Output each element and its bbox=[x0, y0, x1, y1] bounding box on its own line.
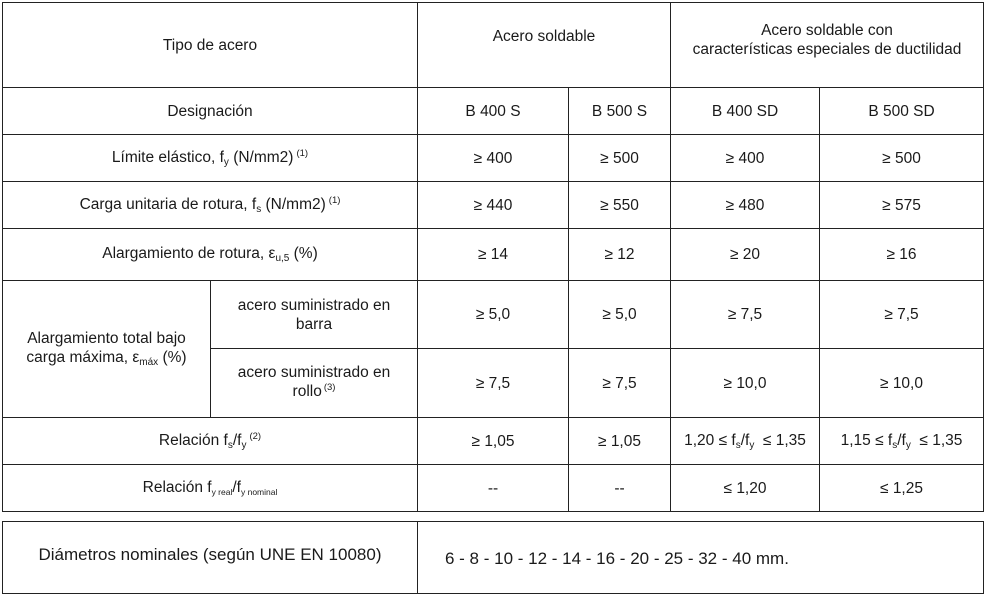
rollo-value: ≥ 7,5 bbox=[602, 374, 637, 392]
rollo-label-cell bbox=[211, 349, 417, 417]
barra-b400sd bbox=[671, 281, 819, 348]
diametros-label-cell bbox=[3, 522, 417, 586]
alargamiento-rotura-b400sd bbox=[671, 229, 819, 280]
header-soldable-label: Acero soldable bbox=[492, 27, 596, 45]
barra-b500s bbox=[569, 281, 670, 348]
designacion-b400sd-text: B 400 SD bbox=[711, 102, 779, 120]
designacion-b500sd-text: B 500 SD bbox=[868, 102, 935, 120]
header-tipo-de-acero bbox=[3, 3, 417, 87]
barra-line2: barra bbox=[295, 315, 333, 333]
alargamiento-rotura-value: ≥ 16 bbox=[886, 246, 917, 263]
designacion-b500s-text: B 500 S bbox=[591, 102, 648, 120]
foot-border-bottom bbox=[2, 593, 984, 594]
table-border-bottom bbox=[2, 511, 984, 512]
carga-label-cell bbox=[3, 182, 417, 228]
barra-label-cell bbox=[211, 281, 417, 348]
relacion-real-value: -- bbox=[487, 479, 499, 497]
carga-b400s bbox=[418, 182, 568, 228]
relacion-fs-fy-range: 1,15 ≤ fs/fy ≤ 1,35 bbox=[840, 431, 963, 451]
carga-label: Carga unitaria de rotura, fs (N/mm2) $^{(1)}$ bbox=[79, 194, 341, 215]
relacion-real-label: Relación fy real/fy nominal bbox=[142, 478, 278, 497]
limite-value: ≥ 500 bbox=[600, 149, 639, 167]
alargamiento-rotura-value: ≥ 12 bbox=[604, 246, 635, 263]
relacion-real-b500sd bbox=[820, 465, 983, 511]
relacion-fs-fy-b400sd bbox=[671, 418, 819, 464]
header-ductil-line2: características especiales de ductilidad bbox=[692, 41, 962, 58]
barra-b500sd bbox=[820, 281, 983, 348]
relacion-fs-fy-b500s bbox=[569, 418, 670, 464]
relacion-fs-fy-label-cell bbox=[3, 418, 417, 464]
alargamiento-rotura-label: Alargamiento de rotura, εu,5 (%) bbox=[102, 245, 318, 264]
designacion-b400s bbox=[418, 88, 568, 134]
alargamiento-rotura-value: ≥ 14 bbox=[477, 246, 509, 263]
relacion-fs-fy-range: 1,20 ≤ fs/fy ≤ 1,35 bbox=[684, 431, 806, 451]
carga-value: ≥ 550 bbox=[600, 196, 639, 214]
diametros-value-cell bbox=[418, 526, 983, 590]
footnote-ref: (3) bbox=[323, 382, 336, 393]
rollo-line1: acero suministrado en bbox=[237, 364, 391, 381]
barra-value: ≥ 7,5 bbox=[884, 306, 919, 323]
designacion-label-cell bbox=[3, 88, 417, 134]
relacion-real-b400s bbox=[418, 465, 568, 511]
alargamiento-total-label-cell bbox=[3, 281, 210, 417]
limite-b400s bbox=[418, 135, 568, 181]
limite-b500sd bbox=[820, 135, 983, 181]
designacion-label: Designación bbox=[167, 102, 253, 120]
designacion-b500s bbox=[569, 88, 670, 134]
designacion-b400sd bbox=[671, 88, 819, 134]
relacion-fs-fy-b400s bbox=[418, 418, 568, 464]
limite-b500s bbox=[569, 135, 670, 181]
limite-label: Límite elástico, fy (N/mm2) $^{(1)}$ bbox=[111, 147, 309, 168]
carga-b400sd bbox=[671, 182, 819, 228]
relacion-fs-fy-label: Relación $fs/fy^{(2)}$ bbox=[158, 430, 262, 451]
barra-line1: acero suministrado en bbox=[237, 296, 391, 314]
diametros-label: Diámetros nominales (según UNE EN 10080) bbox=[38, 544, 382, 564]
relacion-real-b500s bbox=[569, 465, 670, 511]
alargamiento-rotura-b500s bbox=[569, 229, 670, 280]
relacion-real-value: ≤ 1,25 bbox=[880, 479, 923, 497]
header-acero-ductilidad bbox=[671, 3, 983, 87]
rollo-b400sd bbox=[671, 349, 819, 417]
limite-value: ≥ 400 bbox=[473, 149, 513, 167]
rollo-line2: rollo $^{(3)}$ bbox=[292, 382, 336, 400]
designacion-b400s-text: B 400 S bbox=[465, 102, 521, 120]
alargamiento-rotura-label-cell bbox=[3, 229, 417, 280]
barra-value: ≥ 7,5 bbox=[727, 306, 763, 323]
limite-value: ≥ 400 bbox=[725, 149, 765, 167]
relacion-real-value: ≤ 1,20 bbox=[723, 479, 767, 497]
relacion-real-label-cell bbox=[3, 465, 417, 511]
header-acero-soldable bbox=[418, 3, 670, 69]
rollo-b500s bbox=[569, 349, 670, 417]
rollo-value: ≥ 10,0 bbox=[880, 374, 923, 392]
limite-b400sd bbox=[671, 135, 819, 181]
barra-b400s bbox=[418, 281, 568, 348]
relacion-real-value: -- bbox=[614, 479, 625, 497]
relacion-fs-fy-value: ≥ 1,05 bbox=[598, 432, 641, 450]
diametros-value: 6 - 8 - 10 - 12 - 14 - 16 - 20 - 25 - 32 - 40 mm. bbox=[445, 548, 789, 568]
carga-value: ≥ 480 bbox=[725, 196, 765, 214]
alargamiento-rotura-b500sd bbox=[820, 229, 983, 280]
relacion-real-b400sd bbox=[671, 465, 819, 511]
designacion-b500sd bbox=[820, 88, 983, 134]
alargamiento-total-line2: carga máxima, εmáx (%) bbox=[26, 349, 187, 368]
foot-border-right bbox=[983, 521, 984, 594]
table-border-right bbox=[983, 2, 984, 512]
alargamiento-rotura-value: ≥ 20 bbox=[729, 246, 761, 263]
barra-value: ≥ 5,0 bbox=[602, 306, 637, 323]
carga-value: ≥ 440 bbox=[473, 196, 513, 214]
alargamiento-total-line1: Alargamiento total bajo bbox=[27, 330, 186, 347]
limite-value: ≥ 500 bbox=[882, 149, 921, 167]
relacion-fs-fy-b500sd bbox=[820, 418, 983, 464]
footnote-ref: (2) bbox=[249, 430, 262, 442]
footnote-ref: (1) bbox=[296, 147, 309, 159]
limite-label-cell bbox=[3, 135, 417, 181]
rollo-b500sd bbox=[820, 349, 983, 417]
alargamiento-rotura-b400s bbox=[418, 229, 568, 280]
footnote-ref: (1) bbox=[328, 194, 341, 206]
header-ductil-line1: Acero soldable con bbox=[761, 22, 893, 39]
carga-value: ≥ 575 bbox=[882, 196, 921, 214]
carga-b500s bbox=[569, 182, 670, 228]
relacion-fs-fy-value: ≥ 1,05 bbox=[471, 432, 515, 450]
header-tipo-label: Tipo de acero bbox=[162, 36, 258, 54]
rollo-value: ≥ 7,5 bbox=[475, 374, 511, 392]
carga-b500sd bbox=[820, 182, 983, 228]
rollo-value: ≥ 10,0 bbox=[723, 374, 767, 392]
barra-value: ≥ 5,0 bbox=[475, 306, 511, 323]
rollo-b400s bbox=[418, 349, 568, 417]
